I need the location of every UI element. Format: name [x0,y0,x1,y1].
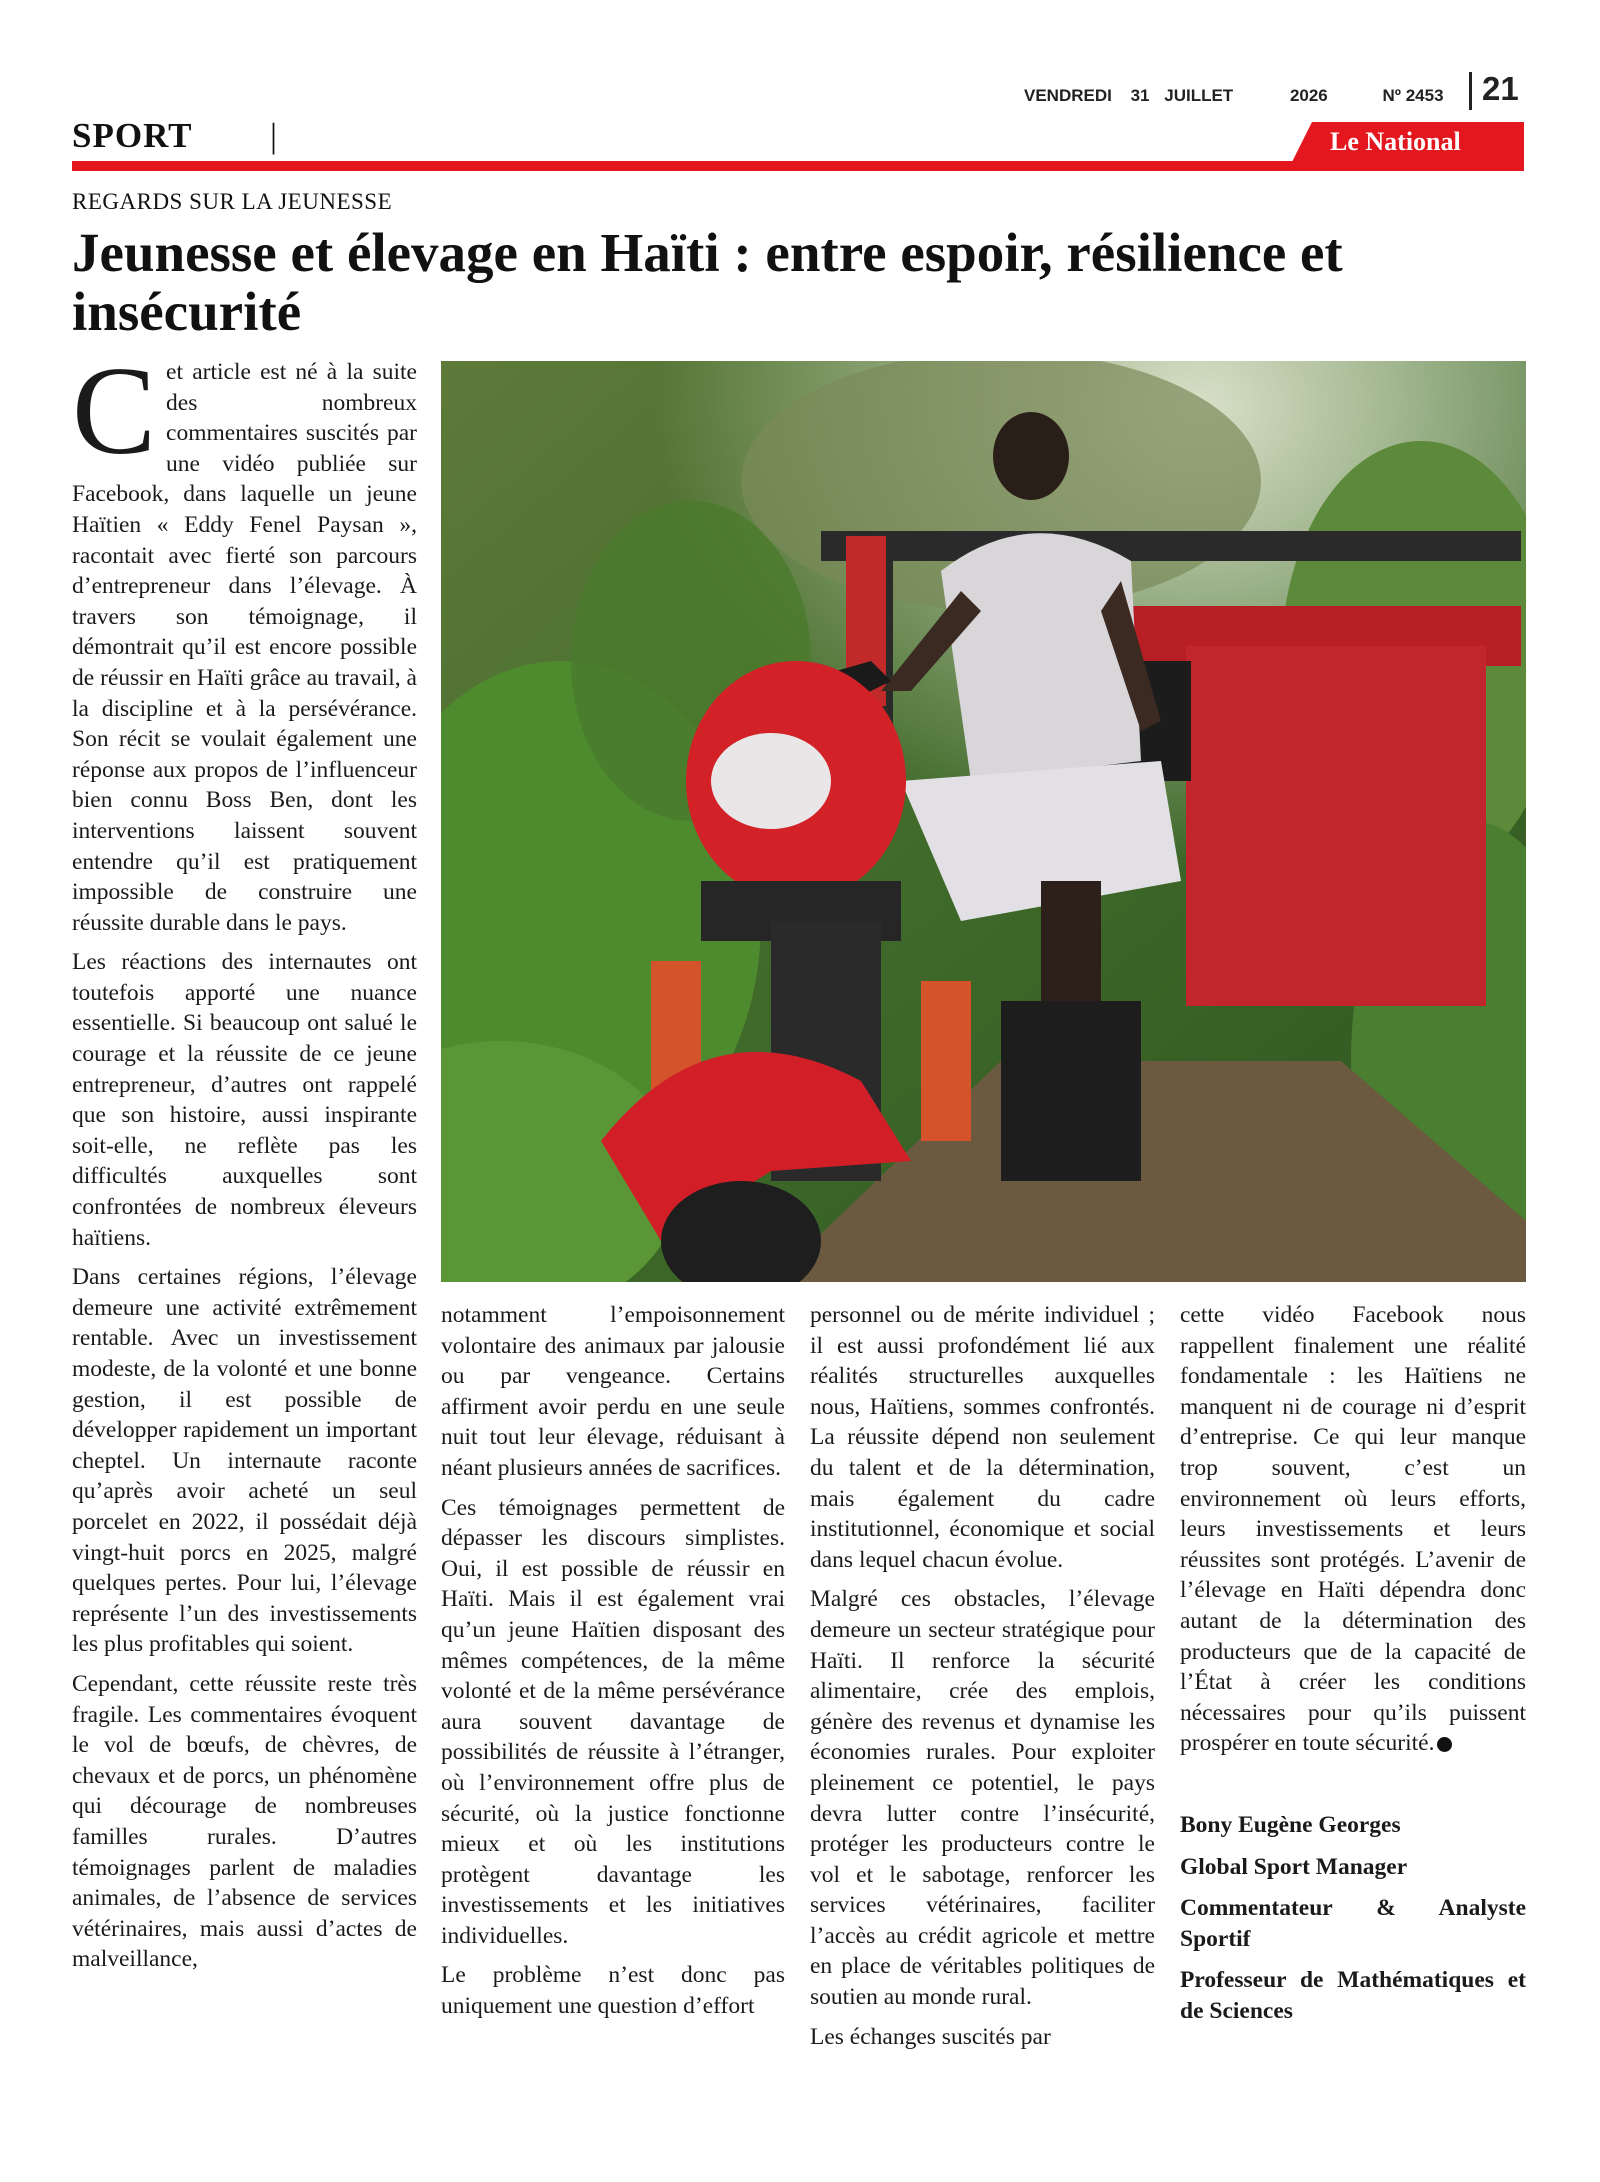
article-column-3 [810,1300,1155,2061]
end-mark-icon [1437,1737,1452,1752]
author-name: Bony Eugène Georges [1180,1812,1401,1838]
article-column-2 [441,1300,785,2031]
photo-motorcycle-tricycle [441,361,1526,1282]
masthead-date-day: 31 [1130,86,1150,105]
masthead-issue: Nº 2453 [1382,86,1444,105]
masthead-month: JUILLET [1164,86,1234,105]
paragraph-text: et article est né à la suite des nombreux commentaires suscités par une vidéo publiée sur Facebook, dans laquelle un jeune Haïtien « Eddy Fenel Paysan », racontait avec fierté son parcours d’entrepreneur dans l’élevage. À travers son témoignage, il démontrait qu’il est encore possible de réussir en Haïti grâce au travail, à la discipline et à la persévérance. Son récit se voulait également une réponse aux propos de l’influenceur bien connu Boss Ben, dont les interventions laissent souvent entendre qu’il est pratiquement impossible de construire une réussite durable dans le pays. [72,359,417,936]
article-column-4 [1180,1300,1526,1768]
paragraph: Cependant, cette réussite reste très fragile. Les commentaires évoquent le vol de bœufs, de chèvres, de chevaux et de porcs, un phénomène qui décourage de nombreuses familles rurales. D’autres témoignages parlent de maladies animales, de l’absence de services vétérinaires, mais aussi d’actes de malveillance, [72,1670,417,1973]
brand-logo: Le National [1330,127,1461,156]
article-title: Jeunesse et élevage en Haïti : entre espoir, résilience et insécurité [72,222,1343,342]
drop-cap: C [72,342,157,481]
paragraph: Ces témoignages permettent de dépasser les discours simplistes. Oui, il est possible de réussir en Haïti. Mais il est également vrai qu’un jeune Haïtien disposant des mêmes compétences, de la même volonté et de la même persévérance aura souvent davantage de possibilités de réussite à l’étranger, où l’environnement offre plus de sécurité, où la justice fonctionne mieux et où les institutions protègent davantage les investissements et les initiatives individuelles. [441,1494,785,1949]
section-separator: | [270,116,279,155]
paragraph-text: cette vidéo Facebook nous rappellent finalement une réalité fondamentale : les Haïtiens ne manquent ni de courage ni d’esprit d’entreprise. Ce qui leur manque trop souvent, c’est un environnement où leurs efforts, leurs investissements et leurs réussites sont protégés. L’avenir de l’élevage en Haïti dépendra donc autant de la détermination des producteurs que de la capacité de l’État à créer les conditions nécessaires pour qu’ils puissent prospérer en toute sécurité. [1180,1302,1526,1757]
paragraph [72,342,417,938]
article-kicker: REGARDS SUR LA JEUNESSE [72,189,393,214]
paragraph: Malgré ces obstacles, l’élevage demeure un secteur stratégique pour Haïti. Il renforce la sécurité alimentaire, crée des emplois, génère des revenus et dynamise les économies rurales. Pour exploiter pleinement ce potentiel, le pays devra lutter contre l’insécurité, protéger les producteurs contre le vol et le sabotage, renforcer les services vétérinaires, faciliter l’accès au crédit agricole et mettre en place de véritables politiques de soutien au monde rural. [810,1586,1155,2011]
page-number: 21 [1482,70,1519,107]
paragraph: Dans certaines régions, l’élevage demeure une activité extrêmement rentable. Avec un investissement modeste, de la volonté et une bonne gestion, il est possible de développer rapidement un important cheptel. Un internaute raconte qu’après avoir acheté un seul porcelet en 2022, il possédait déjà vingt-huit porcs en 2025, malgré quelques pertes. Pour lui, l’élevage représente l’un des investissements les plus profitables qui soient. [72,1264,417,1658]
author-profession: Professeur de Mathématiques et de Sciences [1180,1967,1526,2024]
paragraph [1180,1300,1526,1759]
masthead-year: 2026 [1289,86,1328,105]
masthead-day: VENDREDI [1024,86,1112,105]
paragraph: personnel ou de mérite individuel ; il est aussi profondément lié aux réalités structurelles auxquelles nous, Haïtiens, sommes confrontés. La réussite dépend non seulement du talent et de la détermination, mais également du cadre institutionnel, économique et social dans lequel chacun évolue. [810,1302,1155,1573]
author-role: Commentateur & Analyste Sportif [1180,1895,1526,1952]
article-photo [441,361,1526,1282]
author-signature [1180,1810,1526,2038]
masthead-date [1024,86,1444,106]
paragraph: Les échanges suscités par [810,2023,1051,2050]
author-title: Global Sport Manager [1180,1853,1408,1880]
article-column-1 [72,342,417,1984]
section-title: SPORT [72,116,193,155]
page-number-divider [1469,72,1472,110]
paragraph: Les réactions des internautes ont toutefois apporté une nuance essentielle. Si beaucoup ont salué le courage et la réussite de ce jeune entrepreneur, d’autres ont rappelé que son histoire, aussi inspirante soit-elle, ne reflète pas les difficultés auxquelles sont confrontées de nombreux éleveurs haïtiens. [72,949,417,1251]
paragraph: notamment l’empoisonnement volontaire des animaux par jalousie ou par vengeance. Certains affirment avoir perdu en une seule nuit tout leur élevage, réduisant à néant plusieurs années de sacrifices. [441,1302,785,1481]
paragraph: Le problème n’est donc pas uniquement une question d’effort [441,1962,785,2020]
